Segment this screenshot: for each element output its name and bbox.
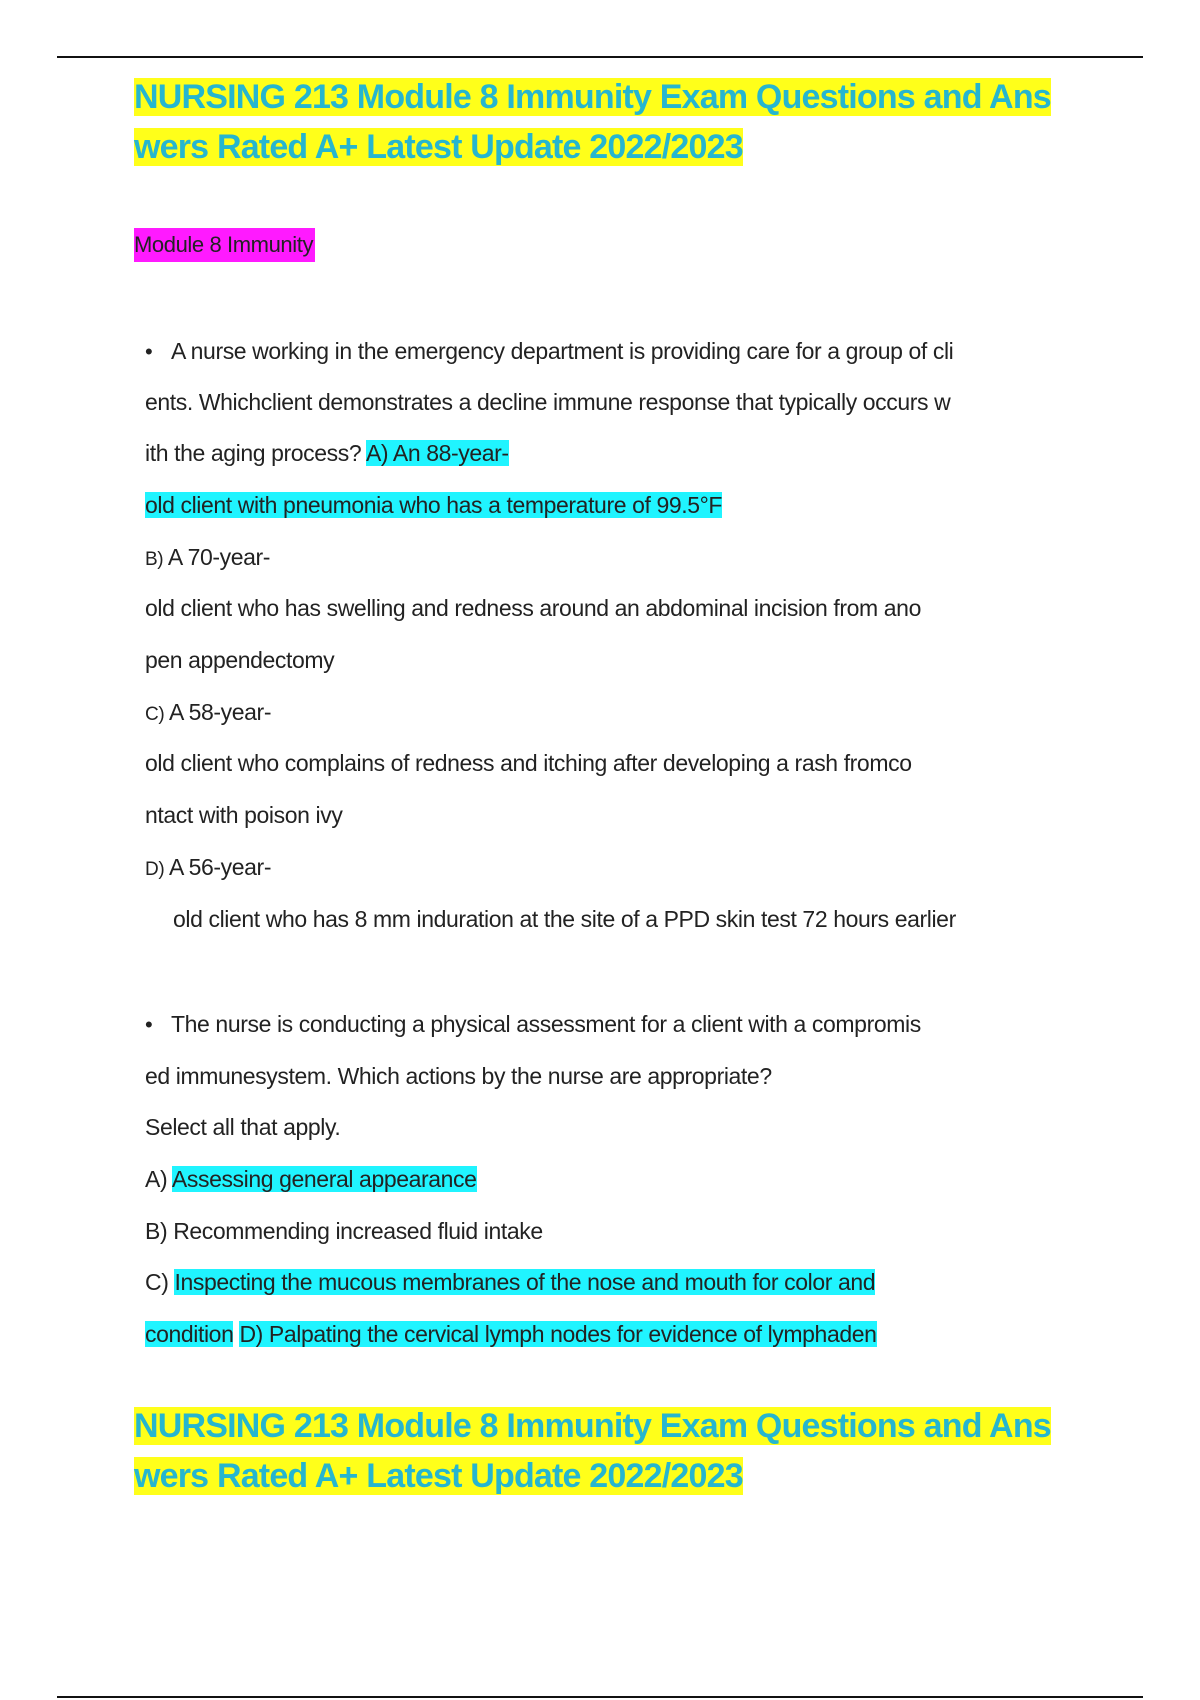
bullet-icon: •	[145, 1012, 153, 1037]
q2-option-a	[145, 1162, 477, 1196]
q2-option-a-text: Assessing general appearance	[171, 1166, 477, 1192]
q2-line-3: Select all that apply.	[145, 1114, 341, 1140]
document-title	[134, 72, 1094, 172]
q1-option-d-letter: D)	[145, 859, 165, 880]
q1-option-c-letter: C)	[145, 704, 165, 725]
q1-option-c	[145, 695, 271, 732]
q2-option-a-letter: A)	[145, 1166, 172, 1192]
q1-answer-a-line	[145, 488, 722, 522]
document-title-repeat	[134, 1401, 1094, 1501]
q2-text-1: The nurse is conducting a physical assessment for a client with a compromis	[171, 1011, 921, 1037]
bullet-icon: •	[145, 339, 153, 364]
q1-option-b-part1: A 70-year-	[163, 544, 271, 570]
q2-option-d-text: D) Palpating the cervical lymph nodes for evidence of lymphaden	[239, 1321, 877, 1347]
title-line-1: NURSING 213 Module 8 Immunity Exam Questions and Ans	[134, 78, 1051, 116]
title-line-2: wers Rated A+ Latest Update 2022/2023	[134, 128, 743, 166]
q2-line-1	[145, 1007, 921, 1042]
q1-option-d	[145, 850, 271, 887]
q2-option-b: B) Recommending increased fluid intake	[145, 1218, 543, 1244]
title-repeat-line-2: wers Rated A+ Latest Update 2022/2023	[134, 1457, 743, 1495]
q1-option-c-line-3: ntact with poison ivy	[145, 802, 343, 828]
q2-option-cd-line	[145, 1317, 877, 1351]
q1-text-1: A nurse working in the emergency department is providing care for a group of cli	[171, 338, 954, 364]
q1-text-3: ith the aging process?	[145, 440, 366, 466]
q1-option-c-part1: A 58-year-	[164, 699, 272, 725]
q1-answer-a-part1: A) An 88-year-	[365, 440, 509, 466]
q1-answer-a-part2: old client with pneumonia who has a temperature of 99.5°F	[145, 492, 723, 518]
bottom-rule	[57, 1696, 1143, 1698]
q1-option-c-line-2: old client who complains of redness and itching after developing a rash fromco	[145, 750, 912, 776]
q1-line-3	[145, 436, 509, 470]
q1-option-d-line-2: old client who has 8 mm induration at the site of a PPD skin test 72 hours earlier	[173, 906, 956, 932]
q2-option-c-text: Inspecting the mucous membranes of the nose and mouth for color and	[174, 1269, 876, 1295]
q2-option-c-cont: condition	[145, 1321, 234, 1347]
top-rule	[57, 56, 1143, 58]
q1-option-b-letter: B)	[145, 549, 164, 570]
q1-option-b-line-3: pen appendectomy	[145, 647, 335, 673]
q2-line-2: ed immunesystem. Which actions by the nurse are appropriate?	[145, 1063, 772, 1089]
q2-option-c-letter: C)	[145, 1269, 175, 1295]
q1-line-2: ents. Whichclient demonstrates a decline immune response that typically occurs w	[145, 389, 951, 415]
q1-option-d-part1: A 56-year-	[164, 854, 272, 880]
module-label: Module 8 Immunity	[134, 228, 315, 262]
q1-option-b-line-2: old client who has swelling and redness around an abdominal incision from ano	[145, 595, 921, 621]
title-repeat-line-1: NURSING 213 Module 8 Immunity Exam Questions and Ans	[134, 1407, 1051, 1445]
q2-option-c	[145, 1265, 875, 1299]
q1-option-b	[145, 540, 270, 577]
q1-line-1	[145, 334, 953, 369]
